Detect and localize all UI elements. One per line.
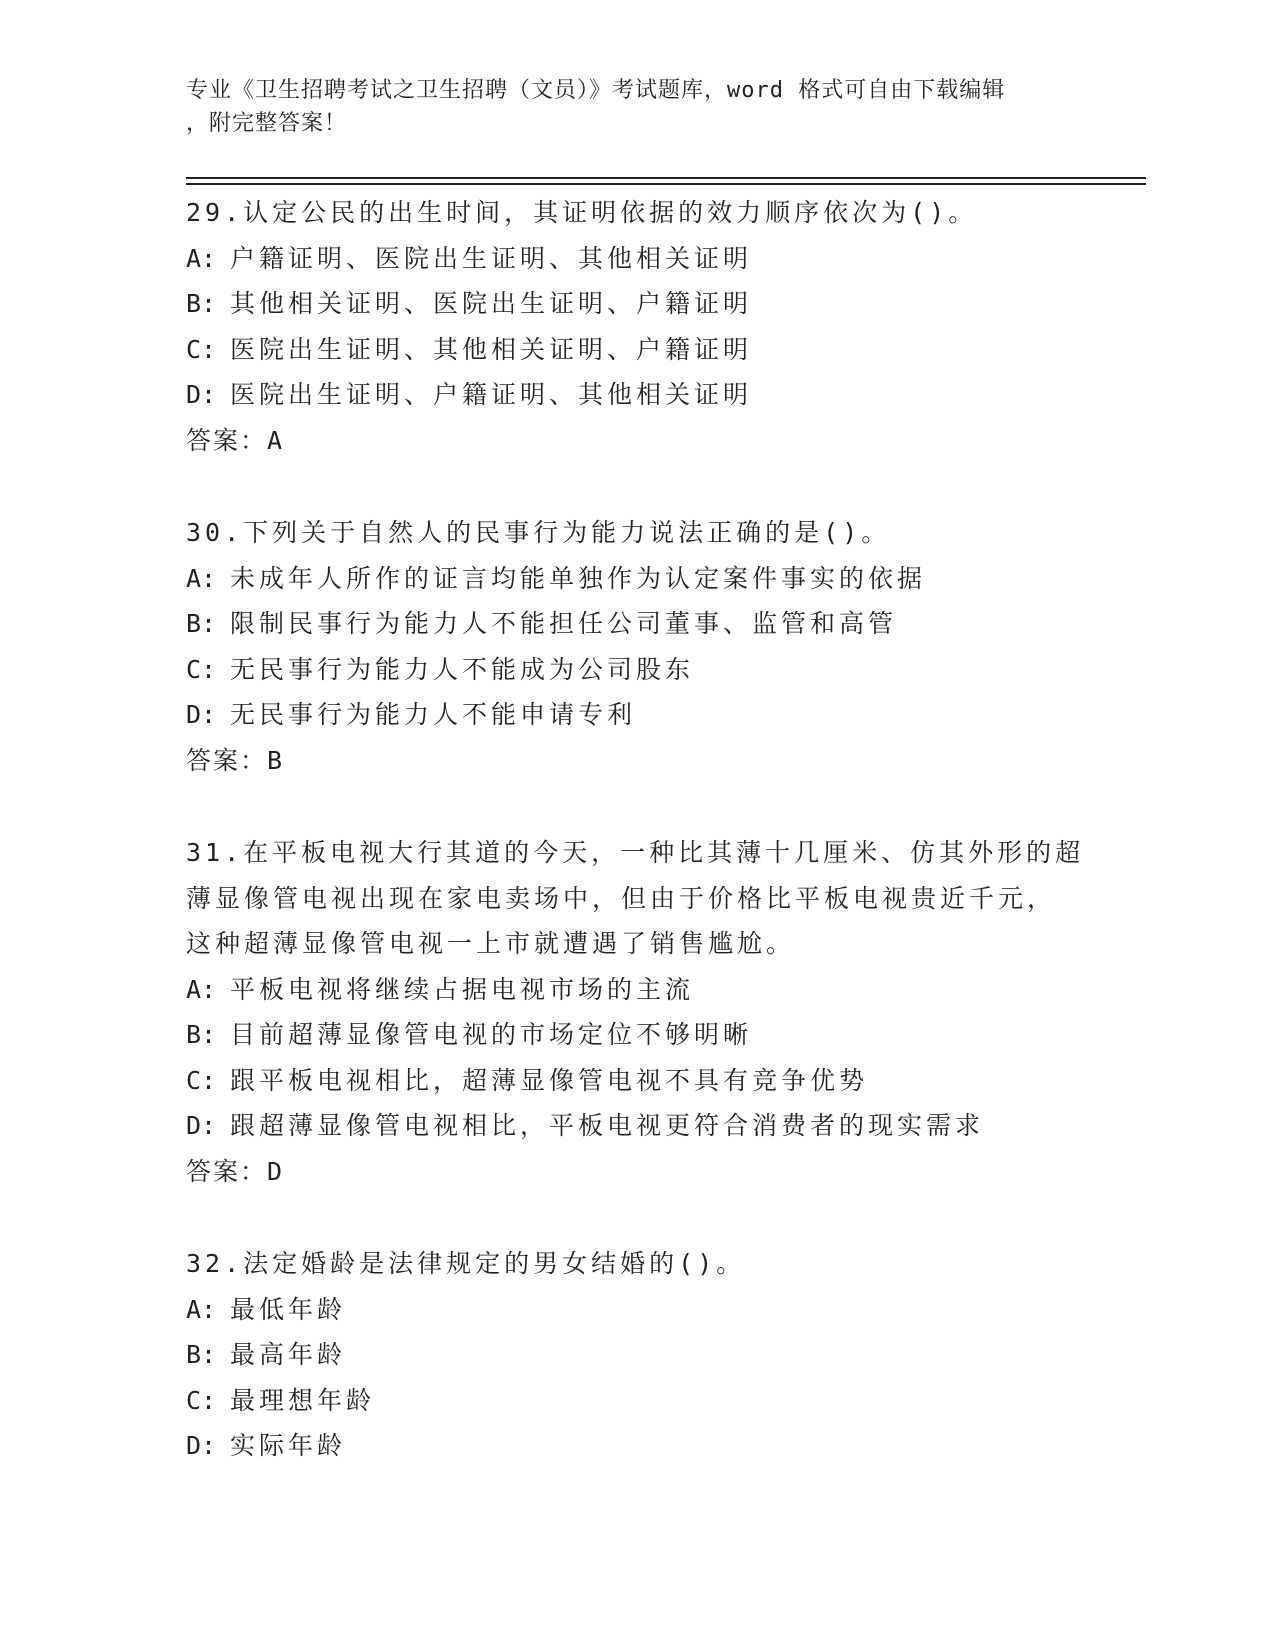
option-key: B: [186,1020,217,1049]
option-key: B: [186,609,217,638]
question-list [186,190,1146,1516]
option-key: B: [186,1340,217,1369]
option-key: C: [186,334,217,364]
document-header [186,74,1066,140]
option-key: A: [186,1294,217,1324]
option-b [186,1012,1146,1058]
option-d [186,372,1146,418]
answer-label: 答案：D [186,1156,285,1186]
option-text: 目前超薄显像管电视的市场定位不够明晰 [230,1020,753,1049]
option-text: 跟超薄显像管电视相比，平板电视更符合消费者的现实需求 [230,1111,985,1140]
option-key: A: [186,243,217,273]
option-text: 实际年龄 [230,1431,347,1460]
option-text: 无民事行为能力人不能申请专利 [230,700,637,729]
option-key: D: [186,1431,217,1460]
option-a [186,967,1146,1013]
option-key: C: [186,1065,217,1095]
option-key: D: [186,380,217,409]
option-key: B: [186,289,217,318]
question-stem: 这种超薄显像管电视一上市就遭遇了销售尴尬。 [186,929,796,958]
option-a [186,556,1146,602]
option-text: 无民事行为能力人不能成为公司股东 [230,654,695,684]
option-key: A: [186,974,217,1004]
option-key: A: [186,563,217,593]
option-key: C: [186,654,217,684]
question-stem: 32.法定婚龄是法律规定的男女结婚的()。 [186,1249,746,1278]
question-30 [186,510,1146,783]
option-b [186,1332,1146,1378]
option-c [186,1378,1146,1424]
option-b [186,601,1146,647]
option-text: 其他相关证明、医院出生证明、户籍证明 [230,289,753,318]
answer-label: 答案：A [186,425,285,455]
option-c [186,327,1146,373]
answer-label: 答案：B [186,745,285,775]
header-divider-bottom [186,183,1146,185]
header-divider-top [186,177,1146,179]
option-text: 最低年龄 [230,1294,347,1324]
option-d [186,1423,1146,1469]
question-32 [186,1241,1146,1469]
option-b [186,281,1146,327]
option-text: 最理想年龄 [230,1385,376,1415]
option-c [186,1058,1146,1104]
option-text: 限制民事行为能力人不能担任公司董事、监管和高管 [230,609,898,638]
option-a [186,236,1146,282]
option-c [186,647,1146,693]
option-key: D: [186,700,217,729]
option-text: 跟平板电视相比，超薄显像管电视不具有竞争优势 [230,1065,869,1095]
option-text: 平板电视将继续占据电视市场的主流 [230,974,695,1004]
option-text: 未成年人所作的证言均能单独作为认定案件事实的依据 [230,563,927,593]
question-31 [186,830,1146,1194]
option-text: 医院出生证明、其他相关证明、户籍证明 [230,334,753,364]
option-d [186,1103,1146,1149]
header-line-1: 专业《卫生招聘考试之卫生招聘（文员）》考试题库，word 格式可自由下载编辑 [186,78,1006,103]
option-text: 医院出生证明、户籍证明、其他相关证明 [230,380,753,409]
question-stem: 薄显像管电视出现在家电卖场中，但由于价格比平板电视贵近千元， [186,883,1057,913]
question-stem: 30.下列关于自然人的民事行为能力说法正确的是()。 [186,518,891,547]
option-key: C: [186,1385,217,1415]
question-29 [186,190,1146,463]
option-d [186,692,1146,738]
option-a [186,1287,1146,1333]
header-line-2: ，附完整答案！ [186,111,348,136]
option-key: D: [186,1111,217,1140]
question-stem: 29.认定公民的出生时间，其证明依据的效力顺序依次为()。 [186,198,978,227]
option-text: 最高年龄 [230,1340,347,1369]
question-stem: 31.在平板电视大行其道的今天，一种比其薄十几厘米、仿其外形的超 [186,838,1085,867]
option-text: 户籍证明、医院出生证明、其他相关证明 [230,243,753,273]
